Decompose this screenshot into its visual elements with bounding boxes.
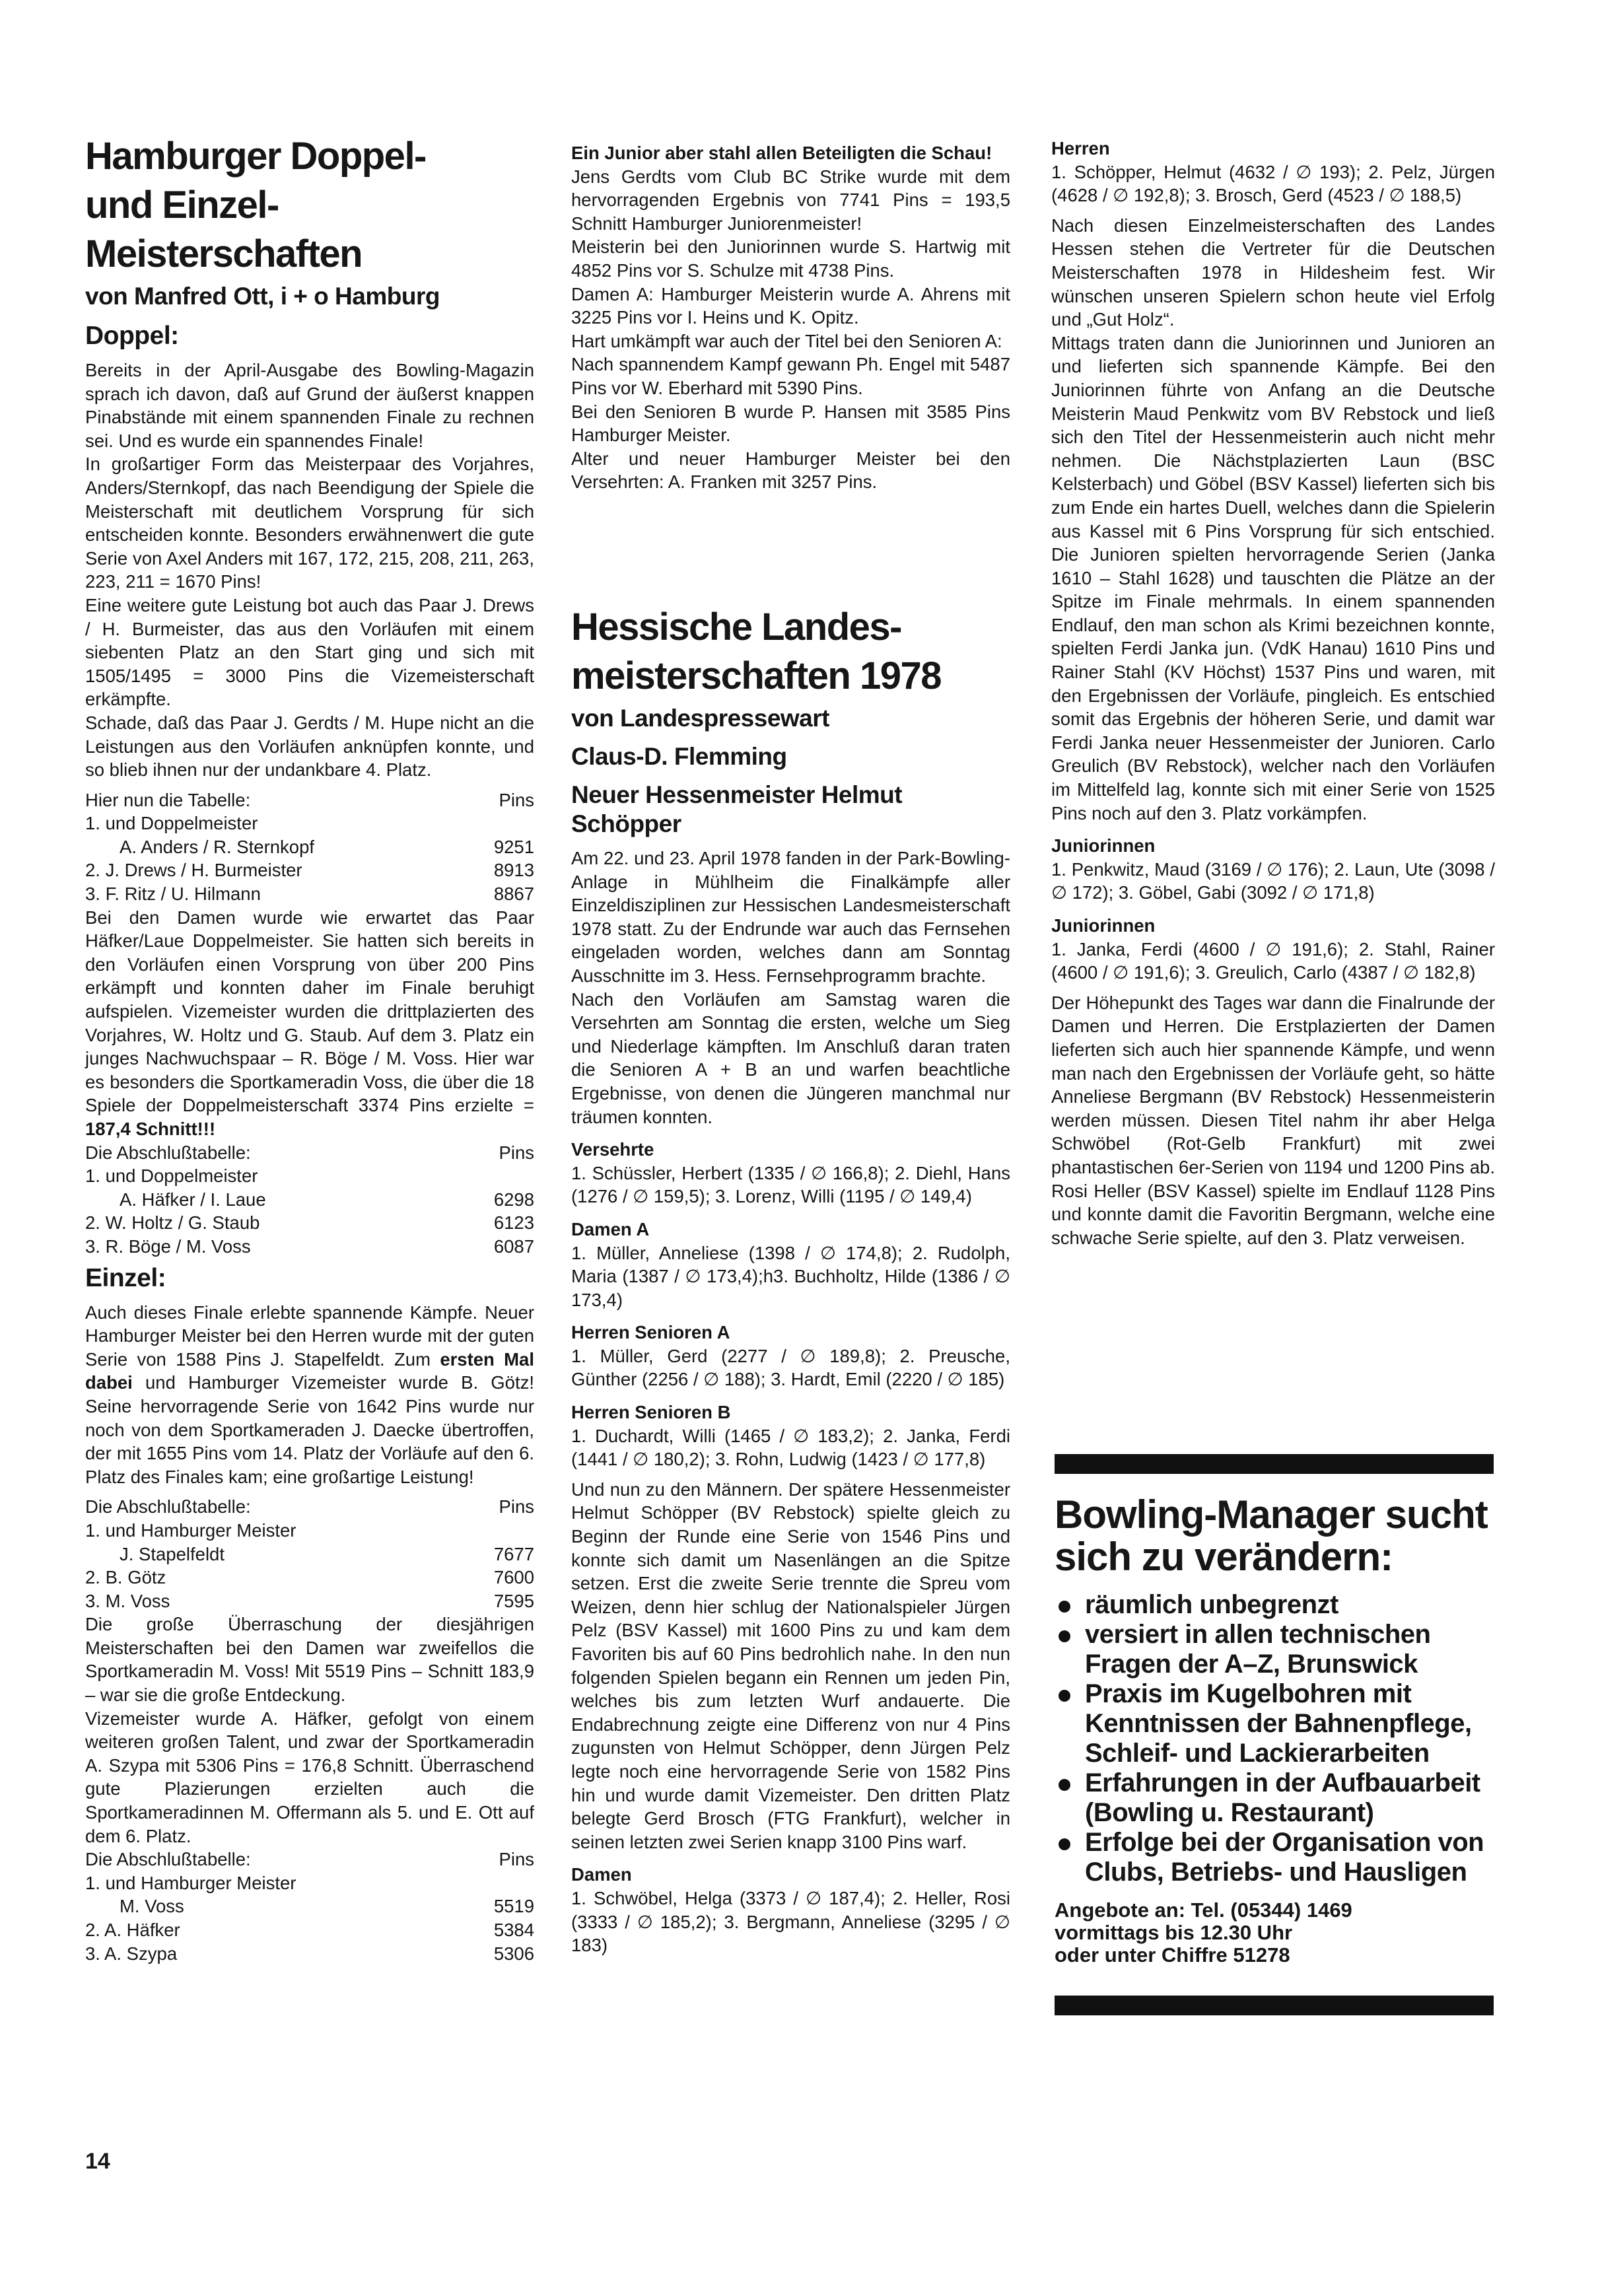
paragraph bbox=[571, 400, 1010, 447]
bullet-icon bbox=[1059, 1838, 1070, 1850]
byline: von Manfred Ott, i + o Hamburg bbox=[85, 283, 440, 310]
article-hamburg-column-1 bbox=[85, 135, 534, 1965]
text-run: Und nun zu den Männern. Der spätere Hessenmeister Helmut Schöpper (BV Rebstock) spielte gleich zu Beginn der Runde eine Serie von 1546 Pins und konnte sich damit um Nasenlängen an die Spitze setzen. Erst die zweite Serie trennte die Spreu vom Weizen, denn hier schlug der Nationalspieler Jürgen Pelz (BSV Kassel) mit 1600 Pins zu und kam dem Favoriten bis auf 60 Pins bedrohlich nahe. In den nun folgenden Spielen begann ein Rennen um jeden Pin, welches bis zum letzten Wurf andauerte. Die Endabrechnung zeigte eine Differenz von nur 4 Pins zugunsten von Helmut Schöpper, denn Jürgen Pelz legte noch eine hervorragende Serie von 1582 Pins hin und wurde damit Vizemeister. Den dritten Platz belegte Gerd Brosch (FTG Frankfurt), welcher in seinen letzten zwei Serien knapp 3100 Pins warf. bbox=[571, 1478, 1010, 1852]
text-run: 1. Müller, Gerd (2277 / ∅ 189,8); 2. Preusche, Günther (2256 / ∅ 188); 3. Hardt, Emil (2220 / ∅ 185) bbox=[571, 1345, 1010, 1390]
table-row-label: 1. und Hamburger Meister bbox=[85, 1519, 296, 1541]
table-row bbox=[85, 1942, 534, 1966]
paragraph bbox=[1051, 160, 1495, 207]
paragraph bbox=[85, 359, 534, 452]
ad-bullet-list bbox=[1055, 1590, 1494, 1887]
table-row-value: 9251 bbox=[493, 836, 534, 857]
bold-text: ersten Mal dabei bbox=[85, 1348, 534, 1393]
paragraph bbox=[571, 141, 1010, 165]
headline-line: Hessische Landes- bbox=[571, 606, 901, 648]
table-row-label: 1. und Doppelmeister bbox=[85, 813, 258, 834]
category-heading: Damen bbox=[571, 1864, 632, 1885]
text-run: Alter und neuer Hamburger Meister bei den Versehrten: A. Franken mit 3257 Pins. bbox=[571, 448, 1010, 493]
byline: von Landespressewart bbox=[571, 705, 829, 732]
results-table bbox=[85, 1141, 534, 1259]
table-row bbox=[85, 1566, 534, 1589]
bullet-icon bbox=[1059, 1779, 1070, 1791]
results-table bbox=[85, 1848, 534, 1965]
table-row bbox=[85, 882, 534, 906]
table-row bbox=[85, 1164, 534, 1188]
text-run: Schade, daß das Paar J. Gerdts / M. Hupe nicht an die Leistungen aus den Vorläufen anknüpfen konnte, und so blieb ihnen nur der undankbare 4. Platz. bbox=[85, 712, 534, 781]
ad-bullet-text: Erfolge bei der Organisation von Clubs, Betriebs- und Hausligen bbox=[1085, 1828, 1484, 1887]
text-run: Die große Überraschung der diesjährigen Meisterschaften bei den Damen war zweifellos die Sportkameradin M. Voss! Mit 5519 Pins – Schnitt 183,9 – war sie die große Entdeckung. bbox=[85, 1614, 534, 1706]
bullet-icon bbox=[1059, 1690, 1070, 1702]
paragraph bbox=[571, 165, 1010, 236]
paragraph bbox=[571, 1162, 1010, 1208]
table-row-value: 6123 bbox=[493, 1212, 534, 1234]
article-hamburg-column-2 bbox=[571, 141, 1010, 494]
table-row-label: M. Voss bbox=[120, 1896, 184, 1917]
table-row-label: Die Abschlußtabelle: bbox=[85, 1496, 251, 1517]
category-heading: Juniorinnen bbox=[1051, 915, 1156, 936]
table-row-label: 1. und Hamburger Meister bbox=[85, 1872, 296, 1893]
table-row-label: 2. A. Häfker bbox=[85, 1920, 180, 1940]
ad-contact-line: oder unter Chiffre 51278 bbox=[1055, 1943, 1290, 1966]
table-row-value: 7677 bbox=[493, 1543, 534, 1564]
table-row-label: Hier nun die Tabelle: bbox=[85, 789, 251, 810]
table-row-value: 7595 bbox=[493, 1590, 534, 1611]
paragraph bbox=[571, 353, 1010, 400]
table-row bbox=[85, 812, 534, 835]
text-run: Der Höhepunkt des Tages war dann die Finalrunde der Damen und Herren. Die Erstplazierten der Damen lieferten sich auch hier spannende Kämpfe, und wenn man nach den Ergebnissen der Vorläufe geht, so hätte Anneliese Bergmann (BV Rebstock) Hessenmeisterin werden müssen. Diesen Titel nahm ihr aber Helga Schwöbel (Rot-Gelb Frankfurt) mit zwei phantastischen 6er-Serien von 1194 und 1200 Pins ab. Rosi Heller (BSV Kassel) spielte im Endlauf 1128 Pins und konnte damit die Favoritin Bergmann, welche eine schwache Serie spielte, auf den 3. Platz verweisen. bbox=[1051, 992, 1495, 1248]
paragraph bbox=[571, 847, 1010, 988]
text-run: Bei den Damen wurde wie erwartet das Paar Häfker/Laue Doppelmeister. Sie hatten sich bereits in den Vorläufen einen Vorsprung von über 200 Pins erkämpft und konnten daher im Finale beruhigt aufspielen. Vizemeister wurden die drittplazierten des Vorjahres, W. Holtz und G. Staub. Auf dem 3. Platz ein junges Nachwuchspaar – R. Böge / M. Voss. Hier war es besonders die Sportkameradin Voss, die über die 18 Spiele der Doppelmeisterschaft 3374 Pins erzielte = bbox=[85, 907, 534, 1116]
bullet-icon bbox=[1059, 1601, 1070, 1613]
table-row-label: 3. F. Ritz / U. Hilmann bbox=[85, 884, 261, 905]
text-run: Jens Gerdts vom Club BC Strike wurde mit dem hervorragenden Ergebnis von 7741 Pins = 193,5 Schnitt Hamburger Juniorenmeister! bbox=[571, 166, 1010, 234]
table-row bbox=[85, 1188, 534, 1212]
bullet-icon bbox=[1059, 1630, 1070, 1642]
byline: Claus-D. Flemming bbox=[571, 743, 787, 770]
text-run: Hart umkämpft war auch der Titel bei den Senioren A: bbox=[571, 330, 1002, 351]
bold-text: Ein Junior aber stahl allen Beteiligten die Schau! bbox=[571, 143, 992, 163]
text-run: 1. Schwöbel, Helga (3373 / ∅ 187,4); 2. Heller, Rosi (3333 / ∅ 185,2); 3. Bergmann, Anneliese (3295 / ∅ 183) bbox=[571, 1887, 1010, 1956]
ad-bullet-text: versiert in allen technischen Fragen der A–Z, Brunswick bbox=[1085, 1620, 1431, 1679]
text-run: Nach diesen Einzelmeisterschaften des Landes Hessen stehen die Vertreter für die Deutschen Meisterschaften 1978 in Hildesheim fest. Wir wünschen unseren Spielern schon heute viel Erfolg und „Gut Holz“. bbox=[1051, 215, 1495, 330]
table-row-value: 5306 bbox=[493, 1943, 534, 1964]
table-row bbox=[85, 1871, 534, 1895]
paragraph bbox=[1051, 331, 1495, 825]
text-run: 1. Schüssler, Herbert (1335 / ∅ 166,8); 2. Diehl, Hans (1276 / ∅ 159,5); 3. Lorenz, Willi (1195 / ∅ 149,4) bbox=[571, 1162, 1010, 1207]
text-run: 1. Penkwitz, Maud (3169 / ∅ 176); 2. Laun, Ute (3098 / ∅ 172); 3. Göbel, Gabi (3092 / ∅ 171,8) bbox=[1051, 858, 1495, 903]
table-row-value: Pins bbox=[499, 789, 534, 810]
paragraph bbox=[571, 283, 1010, 330]
text-run: Bei den Senioren B wurde P. Hansen mit 3585 Pins Hamburger Meister. bbox=[571, 401, 1010, 446]
ad-bullet-item bbox=[1055, 1590, 1494, 1620]
ad-bullet-item bbox=[1055, 1679, 1494, 1768]
ad-bullet-item bbox=[1055, 1828, 1494, 1887]
table-row-value: 5519 bbox=[493, 1896, 534, 1917]
page-number: 14 bbox=[85, 2149, 110, 2174]
ad-bullet-text: räumlich unbegrenzt bbox=[1085, 1590, 1338, 1619]
table-row bbox=[85, 1895, 534, 1918]
paragraph bbox=[571, 447, 1010, 494]
paragraph bbox=[1051, 214, 1495, 331]
table-row-label: 3. M. Voss bbox=[85, 1590, 170, 1611]
ad-contact-line: vormittags bis 12.30 Uhr bbox=[1055, 1921, 1293, 1944]
paragraph bbox=[571, 1887, 1010, 1957]
classified-ad bbox=[1055, 1454, 1494, 2015]
table-row bbox=[85, 1519, 534, 1543]
table-row-label: 3. R. Böge / M. Voss bbox=[85, 1235, 251, 1257]
category-heading: Herren Senioren A bbox=[571, 1322, 730, 1343]
ad-contact bbox=[1055, 1899, 1494, 1966]
paragraph bbox=[571, 1241, 1010, 1312]
table-row bbox=[85, 858, 534, 882]
article-hessen-column-3 bbox=[1051, 137, 1495, 1249]
text-run: Meisterin bei den Juniorinnen wurde S. Hartwig mit 4852 Pins vor S. Schulze mit 4738 Pins. bbox=[571, 236, 1010, 281]
headline-line: und Einzel- bbox=[85, 184, 279, 226]
table-row-label: J. Stapelfeldt bbox=[120, 1543, 225, 1564]
ad-bullet-text: Erfahrungen in der Aufbauarbeit (Bowling u. Restaurant) bbox=[1085, 1768, 1480, 1827]
table-row-value: Pins bbox=[499, 1496, 534, 1517]
category-heading: Versehrte bbox=[571, 1139, 654, 1160]
table-row-value: 5384 bbox=[493, 1920, 534, 1940]
table-row-value: 7600 bbox=[493, 1567, 534, 1588]
ad-bottom-rule bbox=[1055, 1996, 1494, 2015]
table-row-label: 1. und Doppelmeister bbox=[85, 1165, 258, 1187]
text-run: Damen A: Hamburger Meisterin wurde A. Ahrens mit 3225 Pins vor I. Heins und K. Opitz. bbox=[571, 283, 1010, 328]
table-row bbox=[85, 1918, 534, 1942]
table-row-value: Pins bbox=[499, 1142, 534, 1163]
text-run: 1. Janka, Ferdi (4600 / ∅ 191,6); 2. Stahl, Rainer (4600 / ∅ 191,6); 3. Greulich, Carlo (4387 / ∅ 182,8) bbox=[1051, 938, 1495, 983]
ad-top-rule bbox=[1055, 1454, 1494, 1474]
text-run: und Hamburger Vizemeister wurde B. Götz! Seine hervorragende Serie von 1642 Pins wurde nur noch von dem Sportkameraden J. Daecke übertroffen, der mit 1655 Pins vom 14. Platz der Vorläufe auf den 6. Platz des Finales kam; eine großartige Leistung! bbox=[85, 1372, 534, 1487]
table-row-label: A. Anders / R. Sternkopf bbox=[120, 836, 315, 857]
bold-text: 187,4 Schnitt!!! bbox=[85, 1119, 216, 1139]
paragraph bbox=[85, 1301, 534, 1489]
text-run: Bereits in der April-Ausgabe des Bowling-Magazin sprach ich davon, daß auf Grund der äußerst knappen Pinabstände mit einem spannenden Finale zu rechnen sei. Und es wurde ein spannendes Finale! bbox=[85, 360, 534, 451]
text-run: 1. Duchardt, Willi (1465 / ∅ 183,2); 2. Janka, Ferdi (1441 / ∅ 180,2); 3. Rohn, Ludwig (1423 / ∅ 177,8) bbox=[571, 1425, 1010, 1470]
paragraph bbox=[85, 594, 534, 711]
text-run: 1. Müller, Anneliese (1398 / ∅ 174,8); 2. Rudolph, Maria (1387 / ∅ 173,4);h3. Buchholtz, Hilde (1386 / ∅ 173,4) bbox=[571, 1242, 1010, 1310]
results-table bbox=[85, 788, 534, 906]
table-row-label: 3. A. Szypa bbox=[85, 1943, 178, 1964]
paragraph bbox=[85, 711, 534, 782]
table-row bbox=[85, 788, 534, 812]
category-heading: Damen A bbox=[571, 1218, 650, 1239]
subheadline: Neuer Hessenmeister Helmut Schöpper bbox=[571, 781, 903, 837]
paragraph bbox=[85, 1613, 534, 1706]
paragraph bbox=[571, 1478, 1010, 1854]
paragraph bbox=[1051, 858, 1495, 905]
table-row-label: Die Abschlußtabelle: bbox=[85, 1142, 251, 1163]
category-heading: Juniorinnen bbox=[1051, 835, 1156, 856]
paragraph bbox=[571, 235, 1010, 282]
headline-line: Meisterschaften bbox=[85, 232, 363, 275]
table-row-label: 2. J. Drews / H. Burmeister bbox=[85, 860, 302, 881]
paragraph bbox=[571, 1424, 1010, 1471]
table-row-value: 8867 bbox=[493, 884, 534, 905]
text-run: Nach spannendem Kampf gewann Ph. Engel mit 5487 Pins vor W. Eberhard mit 5390 Pins. bbox=[571, 354, 1010, 398]
article-hessen-column-2 bbox=[571, 606, 1010, 1957]
text-run: Vizemeister wurde A. Häfker, gefolgt von einem weiteren großen Talent, und zwar der Sportkameradin A. Szypa mit 5306 Pins = 176,8 Schnitt. Überraschend gute Plazierungen erzielten auch die Sportkameradinnen M. Offermann als 5. und E. Ott auf dem 6. Platz. bbox=[85, 1708, 534, 1846]
section-heading: Doppel: bbox=[85, 322, 179, 350]
category-heading: Herren Senioren B bbox=[571, 1402, 731, 1423]
text-run: Am 22. und 23. April 1978 fanden in der Park-Bowling-Anlage in Mühlheim die Finalkämpfe aller Einzeldisziplinen zur Hessischen Landesmeisterschaft 1978 statt. Zu der Endrunde war auch das Fernsehen eingeladen worden, welches dann am Sonntag Ausschnitte im 3. Hess. Fernsehprogramm brachte. bbox=[571, 848, 1010, 986]
paragraph bbox=[85, 1707, 534, 1848]
table-row bbox=[85, 1848, 534, 1871]
text-run: In großartiger Form das Meisterpaar des Vorjahres, Anders/Sternkopf, das nach Beendigung der Spiele die Meisterschaft mit deutlichem Vorsprung für sich entscheiden konnte. Besonders erwähnenwert die gute Serie von Axel Anders mit 167, 172, 215, 208, 211, 263, 223, 211 = 1670 Pins! bbox=[85, 454, 534, 592]
section-heading: Einzel: bbox=[85, 1263, 166, 1292]
paragraph bbox=[1051, 938, 1495, 985]
table-row-value: 6298 bbox=[493, 1189, 534, 1210]
table-row-value: 8913 bbox=[493, 860, 534, 881]
table-row bbox=[85, 1589, 534, 1613]
paragraph bbox=[571, 330, 1010, 353]
table-row-label: Die Abschlußtabelle: bbox=[85, 1849, 251, 1870]
ad-title: Bowling-Manager sucht sich zu verändern: bbox=[1055, 1492, 1488, 1579]
table-row-label: 2. B. Götz bbox=[85, 1567, 166, 1588]
ad-bullet-text: Praxis im Kugelbohren mit Kenntnissen der Bahnenpflege, Schleif- und Lackierarbeiten bbox=[1085, 1679, 1472, 1768]
table-row-value: Pins bbox=[499, 1849, 534, 1870]
paragraph bbox=[571, 1344, 1010, 1391]
table-row bbox=[85, 1141, 534, 1165]
ad-bullet-item bbox=[1055, 1620, 1494, 1679]
paragraph bbox=[1051, 991, 1495, 1250]
category-heading: Herren bbox=[1051, 138, 1110, 158]
headline-line: meisterschaften 1978 bbox=[571, 654, 941, 697]
text-run: Eine weitere gute Leistung bot auch das Paar J. Drews / H. Burmeister, das aus den Vorläufen mit einem siebenten Platz an den Start ging und sich mit 1505/1495 = 3000 Pins die Vizemeisterschaft erkämpfte. bbox=[85, 594, 534, 710]
text-run: 1. Schöpper, Helmut (4632 / ∅ 193); 2. Pelz, Jürgen (4628 / ∅ 192,8); 3. Brosch, Gerd (4523 / ∅ 188,5) bbox=[1051, 161, 1495, 206]
paragraph bbox=[85, 452, 534, 594]
table-row bbox=[85, 1235, 534, 1259]
table-row bbox=[85, 1211, 534, 1235]
table-row-value: 6087 bbox=[493, 1235, 534, 1257]
table-row bbox=[85, 835, 534, 859]
table-row bbox=[85, 1543, 534, 1566]
text-run: Nach den Vorläufen am Samstag waren die Versehrten am Sonntag die ersten, welche um Sieg und Niederlage kämpften. Im Anschluß daran traten die Senioren A + B an und warfen beachtliche Ergebnisse, von denen die Jüngeren manchmal nur träumen konnten. bbox=[571, 989, 1010, 1127]
table-row bbox=[85, 1495, 534, 1519]
table-row-label: 2. W. Holtz / G. Staub bbox=[85, 1212, 260, 1234]
ad-contact-line: Angebote an: Tel. (05344) 1469 bbox=[1055, 1898, 1352, 1922]
headline-line: Hamburger Doppel- bbox=[85, 135, 426, 178]
paragraph bbox=[85, 906, 534, 1141]
table-row-label: A. Häfker / I. Laue bbox=[120, 1189, 266, 1210]
paragraph bbox=[571, 988, 1010, 1129]
results-table bbox=[85, 1495, 534, 1613]
text-run: Mittags traten dann die Juniorinnen und Junioren an und lieferten sich spannende Kämpfe. Bei den Juniorinnen führte von Anfang an die Deutsche Meisterin Maud Penkwitz vom BV Rebstock und ließ sich den Titel der Hessenmeisterin auch nicht mehr nehmen. Die Nächstplazierten Laun (BSC Kelsterbach) und Göbel (BSV Kassel) lieferten sich bis zum Ende ein hartes Duell, welches dann die Spielerin aus Kassel mit 6 Pins Vorsprung für sich entschied. Die Junioren spielten hervorragende Serien (Janka 1610 – Stahl 1628) und tauschten die Plätze an der Spitze im Finale mehrmals. In einem spannenden Endlauf, den man schon als Krimi bezeichnen konnte, spielten Ferdi Janka jun. (VdK Hanau) 1610 Pins und Rainer Stahl (KV Höchst) 1537 Pins und waren, mit den Ergebnissen der Vorläufe, pingleich. Es entschied somit das Ergebnis der höheren Serie, und damit war Ferdi Janka neuer Hessenmeister der Junioren. Carlo Greulich (BV Rebstock), welcher nach den Vorläufen im Mittelfeld lag, konnte sich mit einer Serie von 1525 Pins noch auf den 3. Platz vorkämpfen. bbox=[1051, 332, 1495, 823]
text-run: Auch dieses Finale erlebte spannende Kämpfe. Neuer Hamburger Meister bei den Herren wurde mit der guten Serie von 1588 Pins J. Stapelfeldt. Zum bbox=[85, 1302, 534, 1370]
ad-bullet-item bbox=[1055, 1768, 1494, 1828]
